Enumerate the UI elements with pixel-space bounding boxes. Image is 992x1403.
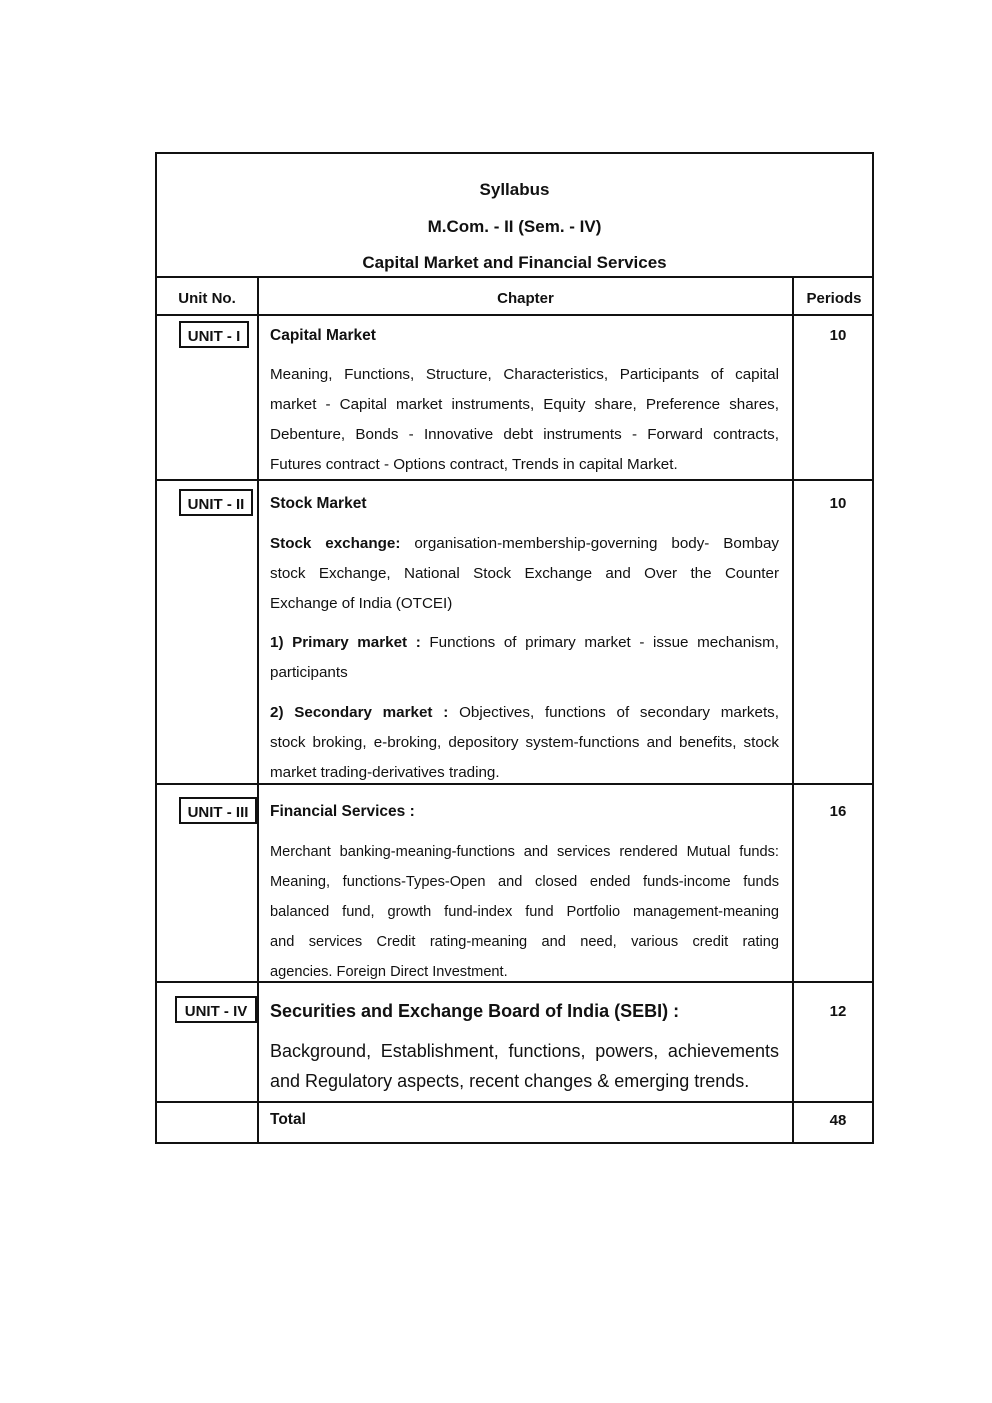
column-divider <box>257 276 259 1142</box>
text-line: stock Exchange, National Stock Exchange and Over the Counter <box>270 565 779 582</box>
text-line: market trading-derivatives trading. <box>270 764 500 781</box>
text-line: Exchange of India (OTCEI) <box>270 595 453 612</box>
term-label: 1) Primary market : <box>270 634 421 651</box>
course-title: M.Com. - II (Sem. - IV) <box>427 217 602 236</box>
unit-description <box>270 1036 779 1096</box>
text-line: Meaning, Functions, Structure, Characteristics, Participants of capital <box>270 366 779 383</box>
text-line: Meaning, functions-Types-Open and closed ended funds-income funds <box>270 874 779 890</box>
text-line: and services Credit rating-meaning and need, various credit rating <box>270 934 779 950</box>
unit-description <box>270 698 779 788</box>
text-line: Merchant banking-meaning-functions and services rendered Mutual funds: <box>270 844 779 860</box>
syllabus-title: Syllabus <box>479 180 550 199</box>
unit-title: Capital Market <box>270 327 376 344</box>
text-line: Debenture, Bonds - Innovative debt instruments - Forward contracts, <box>270 426 779 443</box>
unit-title: Financial Services : <box>270 803 415 820</box>
unit-label: UNIT - IV <box>175 996 257 1023</box>
unit-title: Stock Market <box>270 495 367 512</box>
text-line: Objectives, functions of secondary markets, <box>448 704 779 721</box>
unit-periods: 10 <box>829 495 847 512</box>
unit-description <box>270 360 779 480</box>
syllabus-table <box>155 152 874 1144</box>
unit-description <box>270 837 779 987</box>
text-line: participants <box>270 664 348 681</box>
total-periods: 48 <box>829 1112 847 1129</box>
text-line: Futures contract - Options contract, Trends in capital Market. <box>270 456 678 473</box>
column-header-unit: Unit No. <box>178 290 236 307</box>
column-header-chapter: Chapter <box>497 290 554 307</box>
unit-label: UNIT - II <box>179 489 253 516</box>
divider <box>157 314 872 316</box>
unit-periods: 16 <box>829 803 847 820</box>
text-line: and Regulatory aspects, recent changes & emerging trends. <box>270 1071 750 1091</box>
unit-description <box>270 529 779 619</box>
subject-title: Capital Market and Financial Services <box>362 253 667 272</box>
unit-label: UNIT - III <box>179 797 257 824</box>
column-divider <box>792 276 794 1142</box>
text-line: organisation-membership-governing body- Bombay <box>400 535 779 552</box>
unit-periods: 10 <box>829 327 847 344</box>
unit-title: Securities and Exchange Board of India (SEBI) : <box>270 1001 680 1021</box>
divider <box>157 1101 872 1103</box>
unit-description <box>270 628 779 688</box>
total-label: Total <box>270 1111 306 1128</box>
term-label: Stock exchange: <box>270 535 401 552</box>
column-header-periods: Periods <box>806 290 862 307</box>
text-line: balanced fund, growth fund-index fund Portfolio management-meaning <box>270 904 779 920</box>
text-line: Functions of primary market - issue mechanism, <box>420 634 779 651</box>
text-line: Background, Establishment, functions, powers, achievements <box>270 1041 779 1061</box>
unit-periods: 12 <box>829 1003 847 1020</box>
text-line: agencies. Foreign Direct Investment. <box>270 964 508 980</box>
unit-label: UNIT - I <box>179 321 249 348</box>
divider <box>157 276 872 278</box>
text-line: stock broking, e-broking, depository system-functions and benefits, stock <box>270 734 779 751</box>
term-label: 2) Secondary market : <box>270 704 449 721</box>
text-line: market - Capital market instruments, Equity share, Preference shares, <box>270 396 779 413</box>
